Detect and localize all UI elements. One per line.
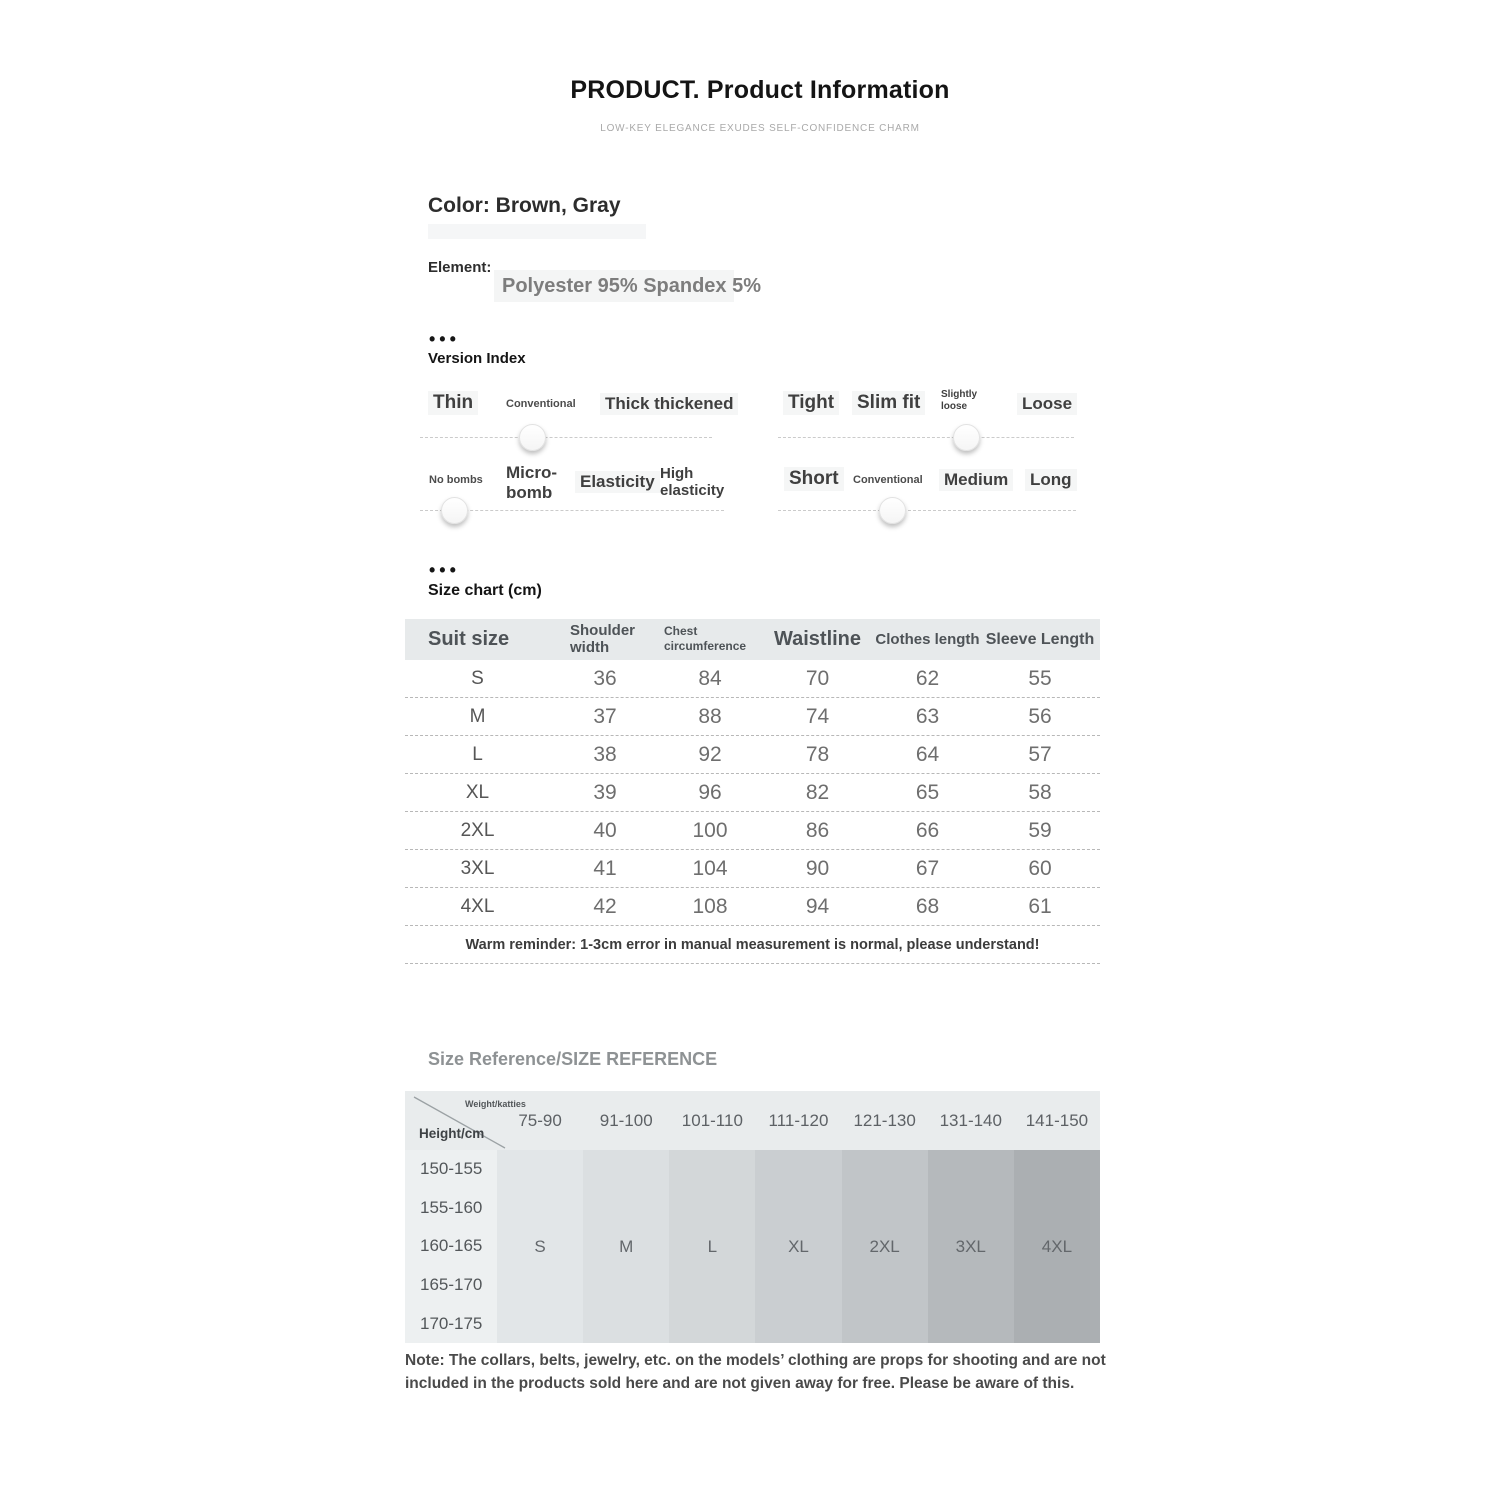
height-range-cell: 160-165 — [420, 1236, 483, 1256]
size-band: S — [497, 1150, 583, 1343]
reminder-text: Warm reminder: 1-3cm error in manual measurement is normal, please understand! — [405, 926, 1100, 964]
slider-track — [778, 437, 1074, 438]
column-header-text: Chest circumference — [664, 624, 747, 653]
value-cell: 96 — [698, 780, 722, 804]
table-row — [405, 698, 1100, 736]
value-cell: 39 — [593, 780, 617, 804]
weight-axis-label: Weight/katties — [465, 1099, 526, 1109]
slider-label: Conventional — [506, 398, 576, 410]
slider-label: Slim fit — [852, 391, 925, 415]
highlight-band — [428, 224, 646, 239]
height-axis-label: Height/cm — [419, 1126, 485, 1141]
page-title: PRODUCT. Product Information — [570, 76, 950, 104]
slider-track — [420, 437, 712, 438]
size-band: XL — [755, 1150, 841, 1343]
value-cell: 64 — [915, 742, 940, 766]
value-cell: 100 — [692, 818, 728, 842]
size-cell: XL — [465, 781, 490, 803]
value-cell: 55 — [1028, 666, 1052, 690]
slider-knob[interactable] — [441, 497, 468, 524]
axis-corner-cell — [405, 1091, 526, 1150]
slider-label: Thin — [428, 391, 478, 415]
value-cell: 82 — [805, 780, 830, 804]
table-row — [405, 774, 1100, 812]
size-reference-body — [405, 1150, 1100, 1343]
size-cell: M — [469, 705, 486, 727]
note-text: Note: The collars, belts, jewelry, etc. on the models’ clothing are props for shooting and are not included in the products sold here and are not given away for free. Please be aware of this. — [405, 1352, 1106, 1393]
value-cell: 67 — [915, 856, 940, 880]
weight-range-header: 91-100 — [599, 1110, 653, 1130]
value-cell: 70 — [805, 666, 830, 690]
column-header — [660, 624, 760, 655]
size-cell: S — [471, 667, 484, 689]
slider-label: No bombs — [429, 474, 483, 486]
column-header: Sleeve Length — [985, 630, 1095, 648]
table-row — [405, 850, 1100, 888]
slider-label: Micro-bomb — [506, 463, 557, 502]
slider-label: Loose — [1017, 393, 1077, 415]
size-cell: 4XL — [460, 895, 495, 917]
slider-label: High elasticity — [660, 465, 725, 500]
column-header: Clothes length — [875, 631, 980, 648]
element-label: Element: — [428, 259, 492, 276]
size-reference-title: Size Reference/SIZE REFERENCE — [428, 1049, 718, 1069]
height-range-cell: 170-175 — [420, 1313, 483, 1333]
value-cell: 40 — [593, 818, 617, 842]
size-band: 4XL — [1014, 1150, 1100, 1343]
column-header: Waistline — [773, 628, 862, 650]
weight-range-header: 141-150 — [1025, 1110, 1089, 1130]
weight-range-header: 101-110 — [681, 1110, 743, 1130]
value-cell: 38 — [593, 742, 617, 766]
value-cell: 78 — [805, 742, 830, 766]
weight-range-header: 75-90 — [518, 1110, 562, 1130]
slider-label: Elasticity — [575, 471, 660, 493]
value-cell: 74 — [805, 704, 830, 728]
value-cell: 59 — [1028, 818, 1052, 842]
slider-label: Medium — [939, 469, 1013, 491]
value-cell: 68 — [915, 894, 940, 918]
table-row — [405, 660, 1100, 698]
table-row — [405, 888, 1100, 926]
weight-range-header: 121-130 — [853, 1110, 916, 1130]
value-cell: 63 — [915, 704, 940, 728]
slider-knob[interactable] — [519, 424, 546, 451]
height-range-cell: 155-160 — [420, 1197, 483, 1217]
value-cell: 86 — [805, 818, 830, 842]
value-cell: 61 — [1028, 894, 1052, 918]
value-cell: 66 — [915, 818, 940, 842]
value-cell: 108 — [692, 894, 728, 918]
size-cell: 3XL — [460, 857, 495, 879]
size-chart-table — [405, 619, 1100, 964]
slider-label: Short — [784, 467, 844, 491]
size-chart-header — [405, 619, 1100, 660]
slider-label: Tight — [783, 391, 839, 415]
size-band: L — [669, 1150, 755, 1343]
section-dots-icon: ••• — [429, 329, 460, 349]
slider-knob[interactable] — [879, 497, 906, 524]
slider-label: Long — [1025, 469, 1077, 491]
slider-knob[interactable] — [953, 424, 980, 451]
section-dots-icon: ••• — [429, 560, 460, 580]
weight-range-header: 131-140 — [939, 1110, 1002, 1130]
column-header-text: Shoulder width — [570, 622, 636, 656]
version-index-title: Version Index — [428, 350, 526, 367]
slider-label: Conventional — [853, 474, 923, 486]
slider-label: Thick thickened — [600, 393, 738, 415]
height-range-column — [405, 1150, 497, 1343]
size-chart-title: Size chart (cm) — [428, 582, 542, 599]
size-band: 3XL — [928, 1150, 1014, 1343]
size-reference-header — [405, 1091, 1100, 1150]
value-cell: 60 — [1028, 856, 1052, 880]
table-row — [405, 736, 1100, 774]
value-cell: 57 — [1028, 742, 1052, 766]
value-cell: 62 — [915, 666, 940, 690]
column-header: Suit size — [428, 628, 510, 650]
value-cell: 84 — [698, 666, 722, 690]
value-cell: 94 — [805, 894, 830, 918]
value-cell: 90 — [805, 856, 830, 880]
size-cell: 2XL — [460, 819, 495, 841]
value-cell: 56 — [1028, 704, 1052, 728]
weight-range-header: 111-120 — [768, 1110, 829, 1130]
slider-label: Slightly loose — [941, 389, 978, 412]
value-cell: 36 — [593, 666, 617, 690]
value-cell: 88 — [698, 704, 722, 728]
height-range-cell: 165-170 — [420, 1275, 483, 1295]
size-cell: L — [472, 743, 483, 765]
height-range-cell: 150-155 — [420, 1159, 483, 1179]
element-value: Polyester 95% Spandex 5% — [502, 275, 762, 297]
slider-track — [778, 510, 1076, 511]
page-subtitle: LOW-KEY ELEGANCE EXUDES SELF-CONFIDENCE CHARM — [600, 123, 920, 134]
value-cell: 104 — [692, 856, 728, 880]
value-cell: 37 — [593, 704, 617, 728]
size-band: 2XL — [842, 1150, 928, 1343]
value-cell: 58 — [1028, 780, 1052, 804]
value-cell: 42 — [593, 894, 617, 918]
column-header — [550, 622, 660, 657]
value-cell: 41 — [593, 856, 617, 880]
color-info: Color: Brown, Gray — [428, 194, 621, 217]
value-cell: 65 — [915, 780, 940, 804]
size-reference-table — [405, 1091, 1100, 1343]
size-band: M — [583, 1150, 669, 1343]
table-row — [405, 812, 1100, 850]
value-cell: 92 — [698, 742, 722, 766]
